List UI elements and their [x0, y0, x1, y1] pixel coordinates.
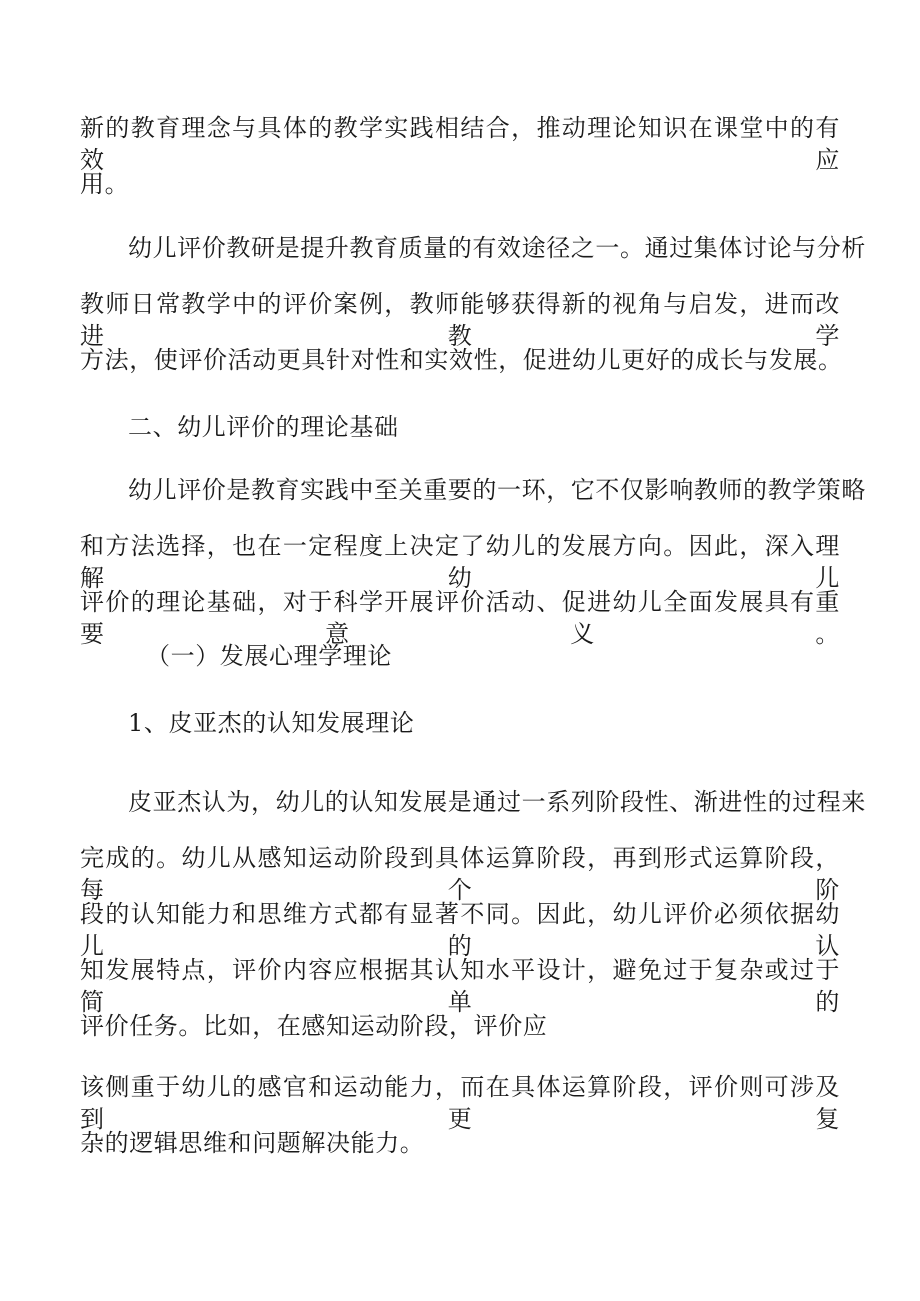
paragraph-piaget-line-3: 段的认知能力和思维方式都有显著不同。因此，幼儿评价必须依据幼儿的认: [80, 900, 840, 960]
paragraph-piaget-line-5: 评价任务。比如，在感知运动阶段，评价应: [80, 1012, 548, 1040]
paragraph-research-line-2: 教师日常教学中的评价案例，教师能够获得新的视角与启发，进而改进教学: [80, 290, 840, 350]
paragraph-theory-line-1: 幼儿评价是教育实践中至关重要的一环，它不仅影响教师的教学策略: [128, 476, 866, 504]
paragraph-research-line-3: 方法，使评价活动更具针对性和实效性，促进幼儿更好的成长与发展。: [80, 346, 843, 374]
section-heading: 二、幼儿评价的理论基础: [128, 413, 399, 441]
paragraph-continuation-line-1: 新的教育理念与具体的教学实践相结合，推动理论知识在课堂中的有效应: [80, 114, 840, 174]
paragraph-piaget-line-4: 知发展特点，评价内容应根据其认知水平设计，避免过于复杂或过于简单的: [80, 956, 840, 1016]
paragraph-theory-line-2: 和方法选择，也在一定程度上决定了幼儿的发展方向。因此，深入理解幼儿: [80, 532, 840, 592]
paragraph-piaget-line-1: 皮亚杰认为，幼儿的认知发展是通过一系列阶段性、渐进性的过程来: [128, 788, 866, 816]
paragraph-continuation-line-2: 用。: [80, 170, 130, 198]
paragraph-piaget-line-2: 完成的。幼儿从感知运动阶段到具体运算阶段，再到形式运算阶段，每个阶: [80, 844, 840, 904]
paragraph-piaget-continued-line-1: 该侧重于幼儿的感官和运动能力，而在具体运算阶段，评价则可涉及到更复: [80, 1073, 840, 1133]
paragraph-research-line-1: 幼儿评价教研是提升教育质量的有效途径之一。通过集体讨论与分析: [128, 234, 866, 262]
subsection-heading: （一）发展心理学理论: [146, 642, 392, 670]
paragraph-theory-line-3: 评价的理论基础，对于科学开展评价活动、促进幼儿全面发展具有重要意义。: [80, 588, 840, 648]
paragraph-piaget-continued-line-2: 杂的逻辑思维和问题解决能力。: [80, 1129, 425, 1157]
item-heading: 1、皮亚杰的认知发展理论: [128, 709, 415, 737]
